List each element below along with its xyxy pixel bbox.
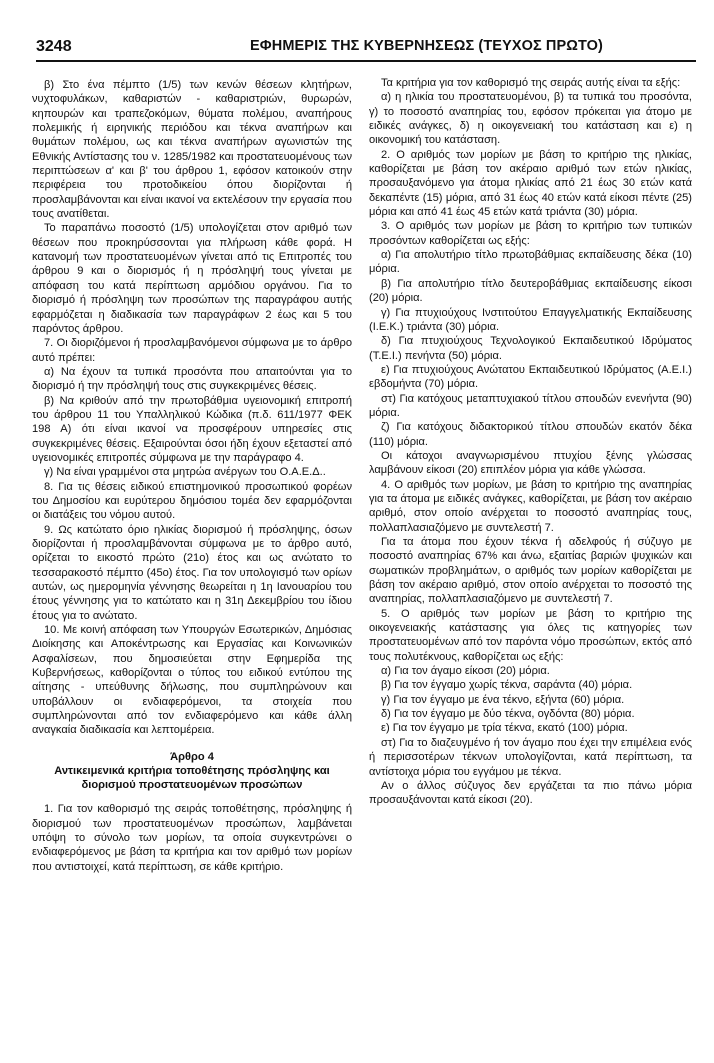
paragraph: β) Να κριθούν από την πρωτοβάθμια υγειονομική επιτροπή του άρθρου 11 του Υπαλληλικού Κώδικα (π.δ. 611/1977 ΦΕΚ 198 Α) ότι είναι ικανοί να προσφέρουν υπηρεσίες στις συγκεκριμένες θέσεις. Εξαιρούνται όσοι ήδη έχουν εξεταστεί από υγειονομικές επιτροπές σύμφωνα με την παράγραφο 4. — [32, 394, 352, 464]
paragraph: στ) Για κατόχους μεταπτυχιακού τίτλου σπουδών ενενήντα (90) μόρια. — [369, 392, 692, 419]
paragraph: β) Για τον έγγαμο χωρίς τέκνα, σαράντα (40) μόρια. — [381, 679, 633, 692]
right-column — [369, 76, 692, 808]
journal-title: ΕΦΗΜΕΡΙΣ ΤΗΣ ΚΥΒΕΡΝΗΣΕΩΣ (ΤΕΥΧΟΣ ΠΡΩΤΟ) — [250, 38, 603, 54]
paragraph: ε) Για πτυχιούχους Ανώτατου Εκπαιδευτικού Ιδρύματος (Α.Ε.Ι.) εβδομήντα (70) μόρια. — [369, 363, 692, 391]
paragraph: 1. Για τον καθορισμό της σειράς τοποθέτησης, πρόσληψης ή διορισμού των προστατευομένων προσώπων, λαμβάνεται υπόψη το σύνολο των μορίων, τα οποία συγκεντρώνει ο ενδιαφερόμενος με βάση τα κριτήρια και τον αριθμό των μορίων που αντιστοιχεί, κατά περίπτωση, σε κάθε κριτήριο. — [32, 803, 352, 873]
article-title: Άρθρο 4 — [170, 750, 214, 763]
paragraph: 10. Με κοινή απόφαση των Υπουργών Εσωτερικών, Δημόσιας Διοίκησης και Αποκέντρωσης και Εργασίας και Κοινωνικών Ασφαλίσεων, που δημοσιεύεται στην Εφημερίδα της Κυβερνήσεως, καθορίζονται ο τύπος του ειδικού εντύπου της αίτησης - υπεύθυνης δήλωσης, που συμπληρώνουν και υποβάλλουν οι ενδιαφερόμενοι, τα στοιχεία που συμπληρώνονται από τον ενδιαφερόμενο και κάθε άλλη αναγκαία διαδικασία και λεπτομέρεια. — [32, 624, 352, 737]
paragraph: β) Στο ένα πέμπτο (1/5) των κενών θέσεων κλητήρων, νυχτοφυλάκων, καθαριστών - καθαριστριών, θυρωρών, κηπουρών και τραπεζοκόμων, θύματα πολέμου, αναπήρους πολεμικής ή ειρηνικής περιόδου και τέκνα αναπήρων και θυμάτων πολέμου, ως και τέκνα αναπήρων αγωνιστών της Εθνικής Αντίστασης του ν. 1285/1982 και προστατευομένους των περιπτώσεων α' και β' του άρθρου 1, εφόσον κατοικούν στην περιφέρεια του προτοδικείου όπου διορίζονται ή προσλαμβάνονται και είναι ικανοί να εκτελέσουν την εργασία που τους ανατίθεται. — [32, 79, 352, 221]
paragraph: γ) Για πτυχιούχους Ινστιτούτου Επαγγελματικής Εκπαίδευσης (Ι.Ε.Κ.) τριάντα (30) μόρια. — [369, 306, 692, 333]
page-header — [36, 38, 696, 62]
paragraph: ε) Για τον έγγαμο με τρία τέκνα, εκατό (100) μόρια. — [381, 722, 628, 735]
paragraph: Για τα άτομα που έχουν τέκνα ή αδελφούς ή σύζυγο με ποσοστό αναπηρίας 67% και άνω, εξαιτίας βαριών ψυχικών και σωματικών προβλημάτων, ο αριθμός των μορίων καθορίζεται με βάση τον ακέραιο αριθμό, στον οποίο ανέρχεται το ποσοστό της αναπηρίας, πολλαπλασιαζόμενο με συντελεστή 7. — [369, 536, 692, 606]
paragraph: α) Να έχουν τα τυπικά προσόντα που απαιτούνται για το διορισμό ή την πρόσληψή τους στις συγκεκριμένες θέσεις. — [32, 365, 352, 393]
paragraph: 4. Ο αριθμός των μορίων, με βάση το κριτήριο της αναπηρίας για τα άτομα με ειδικές ανάγκες, καθορίζεται, με βάση τον ακέραιο αριθμό, στον οποίο ανέρχεται το ποσοστό αναπηρίας τους, πολλαπλασιαζόμενο με συντελεστή 7. — [369, 478, 692, 534]
paragraph: Αν ο άλλος σύζυγος δεν εργάζεται τα πιο πάνω μόρια προσαυξάνονται κατά είκοσι (20). — [369, 779, 692, 807]
paragraph: γ) Για τον έγγαμο με ένα τέκνο, εξήντα (60) μόρια. — [381, 693, 625, 706]
paragraph: 9. Ως κατώτατο όριο ηλικίας διορισμού ή πρόσληψης, όσων διορίζονται ή προσλαμβάνονται σύμφωνα με το άρθρο αυτό, ορίζεται το εικοστό πρώτο (21ο) έτος και ως ανώτατο το τεσσαρακοστό πέμπτο (45ο) έτος. Για τον υπολογισμό των ορίων αυτών, ως ημερομηνία γέννησης θεωρείται η 1η Ιανουαρίου του έτους γέννησης για το κατώτατο και η 31η Δεκεμβρίου του ίδιου έτους για το ανώτατο. — [32, 523, 352, 622]
paragraph: γ) Να είναι γραμμένοι στα μητρώα ανέργων του Ο.Α.Ε.Δ.. — [44, 466, 326, 479]
paragraph: 7. Οι διοριζόμενοι ή προσλαμβανόμενοι σύμφωνα με το άρθρο αυτό πρέπει: — [32, 337, 352, 364]
paragraph: στ) Για το διαζευγμένο ή τον άγαμο που έχει την επιμέλεια ενός ή περισσοτέρων τέκνων υπολογίζονται, κατά περίπτωση, τα αντίστοιχα μόρια του εγγάμου με τέκνα. — [369, 736, 692, 778]
paragraph: α) Για τον άγαμο είκοσι (20) μόρια. — [381, 665, 550, 678]
paragraph: Τα κριτήρια για τον καθορισμό της σειράς αυτής είναι τα εξής: — [381, 77, 681, 89]
paragraph: 8. Για τις θέσεις ειδικού επιστημονικού προσωπικού φορέων του Δημοσίου και ευρύτερου δημόσιου τομέα δεν εφαρμόζονται οι διατάξεις του νόμου αυτού. — [32, 480, 352, 522]
paragraph: δ) Για τον έγγαμο με δύο τέκνα, ογδόντα (80) μόρια. — [381, 708, 635, 721]
paragraph: Οι κάτοχοι αναγνωρισμένου πτυχίου ξένης γλώσσας λαμβάνουν είκοσι (20) επιπλέον μόρια για κάθε γλώσσα. — [369, 449, 692, 477]
paragraph: α) Για απολυτήριο τίτλο πρωτοβάθμιας εκπαίδευσης δέκα (10) μόρια. — [369, 249, 692, 276]
left-column — [32, 78, 352, 874]
page-number: 3248 — [36, 38, 72, 55]
paragraph: Το παραπάνω ποσοστό (1/5) υπολογίζεται στον αριθμό των θέσεων που προκηρύσσονται για πλήρωση κάθε φορά. Η κατανομή των προστατευομένων γίνεται από τις Επιτροπές του άρθρου 9 και ο διορισμός ή η πρόσληψή τους γίνεται με απόφαση του κατά περίπτωση αρμόδιου οργάνου. Για το διορισμό ή πρόσληψη των προσώπων της παραγράφου αυτής εφαρμόζεται η διαδικασία των παραγράφων 2 έως και 5 του παρόντος άρθρου. — [32, 222, 352, 335]
paragraph: δ) Για πτυχιούχους Τεχνολογικού Εκπαιδευτικού Ιδρύματος (Τ.Ε.Ι.) πενήντα (50) μόρια. — [369, 335, 692, 362]
paragraph: ζ) Για κατόχους διδακτορικού τίτλου σπουδών εκατόν δέκα (110) μόρια. — [369, 421, 692, 448]
paragraph: α) η ηλικία του προστατευομένου, β) τα τυπικά του προσόντα, γ) το ποσοστό αναπηρίας του, εφόσον πρόκειται για άτομο με ειδικές ανάγκες, δ) η οικογενειακή του κατάσταση και ε) η οικονομική του κατάσταση. — [369, 91, 692, 147]
paragraph: 5. Ο αριθμός των μορίων με βάση το κριτήριο της οικογενειακής κατάστασης για όλες τις κατηγορίες των προστατευομένων από τον παρόντα νόμο προσώπων, εκτός από τους πολυτέκνους, καθορίζεται ως εξής: — [369, 607, 692, 663]
article-subtitle: Αντικειμενικά κριτήρια τοποθέτησης πρόσληψης και διορισμού προστατευομένων προσώπων — [54, 765, 330, 792]
paragraph: β) Για απολυτήριο τίτλο δευτεροβάθμιας εκπαίδευσης είκοσι (20) μόρια. — [369, 277, 692, 305]
paragraph: 2. Ο αριθμός των μορίων με βάση το κριτήριο της ηλικίας, καθορίζεται με βάση τον ακέραιο αριθμό των ετών ηλικίας, προσαυξανόμενο για άτομα ηλικίας από 21 έως 30 ετών κατά δεκαπέντε (15) μόρια, από 31 έως 40 ετών κατά είκοσι πέντε (25) μόρια και από 41 έως 45 ετών κατά τριάντα (30) μόρια. — [369, 148, 692, 219]
paragraph: 3. Ο αριθμός των μορίων με βάση το κριτήριο των τυπικών προσόντων καθορίζεται ως εξής: — [369, 220, 692, 247]
